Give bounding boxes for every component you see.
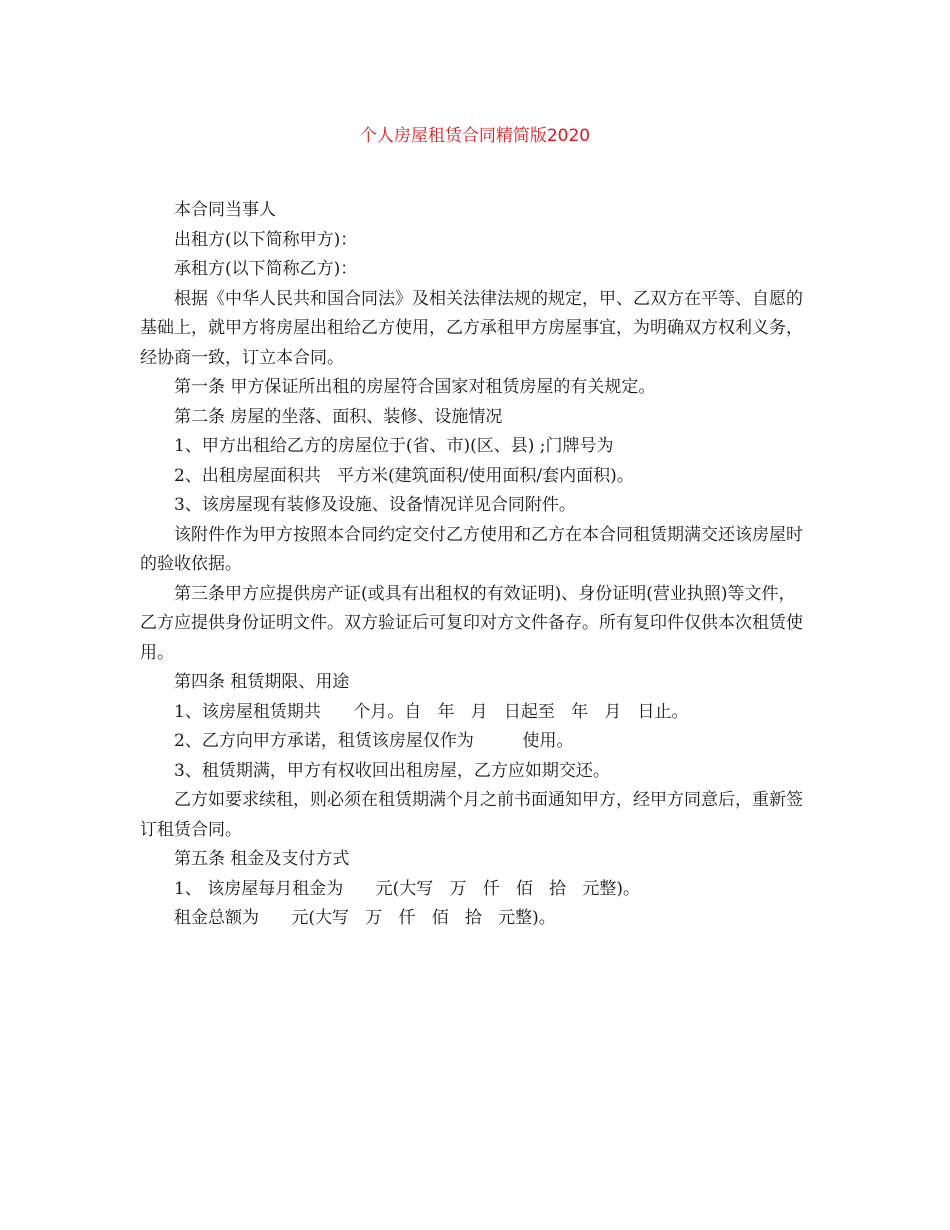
paragraph-article-4-item-2: 2、乙方向甲方承诺，租赁该房屋仅作为 使用。 [174,731,574,751]
paragraph-rent-total: 租金总额为 元(大写 万 仟 佰 拾 元整)。 [174,908,556,928]
document-title: 个人房屋租赁合同精简版2020 [359,126,591,146]
paragraph-attachment-note: 该附件作为甲方按照本合同约定交付乙方使用和乙方在本合同租赁期满交还该房屋时的验收依据。 [140,524,803,574]
paragraph-article-2-item-1: 1、甲方出租给乙方的房屋位于(省、市)(区、县) ;门牌号为 [174,436,614,456]
paragraph-article-2-heading: 第二条 房屋的坐落、面积、装修、设施情况 [174,406,503,427]
paragraph-preamble: 根据《中华人民共和国合同法》及相关法律法规的规定，甲、乙双方在平等、自愿的基础上，就甲方将房屋出租给乙方使用，乙方承租甲方房屋事宜，为明确双方权利义务，经协商一致，订立本合同。 [140,288,803,368]
paragraph-lessor: 出租方(以下简称甲方)： [174,229,358,250]
paragraph-article-4-heading: 第四条 租赁期限、用途 [174,672,350,692]
paragraph-lessee: 承租方(以下简称乙方)： [174,259,358,279]
paragraph-article-1: 第一条 甲方保证所出租的房屋符合国家对租赁房屋的有关规定。 [174,377,656,397]
paragraph-renewal-note: 乙方如要求续租，则必须在租赁期满个月之前书面通知甲方，经甲方同意后，重新签订租赁合同。 [140,790,803,840]
paragraph-article-2-item-2: 2、出租房屋面积共 平方米(建筑面积/使用面积/套内面积)。 [174,465,634,486]
paragraph-article-4-item-3: 3、租赁期满，甲方有权收回出租房屋，乙方应如期交还。 [174,760,610,781]
paragraph-article-3: 第三条甲方应提供房产证(或具有出租权的有效证明)、身份证明(营业执照)等文件，乙方应提供身份证明文件。双方验证后可复印对方文件备存。所有复印件仅供本次租赁使用。 [140,583,803,663]
paragraph-article-4-item-1: 1、该房屋租赁期共 个月。自 年 月 日起至 年 月 日止。 [174,701,689,722]
paragraph-article-2-item-3: 3、该房屋现有装修及设施、设备情况详见合同附件。 [174,495,576,515]
paragraph-article-5-item-1: 1、 该房屋每月租金为 元(大写 万 仟 佰 拾 元整)。 [174,878,640,899]
document-body [140,196,812,934]
paragraph-article-5-heading: 第五条 租金及支付方式 [174,849,350,869]
paragraph-parties-heading: 本合同当事人 [174,200,276,220]
